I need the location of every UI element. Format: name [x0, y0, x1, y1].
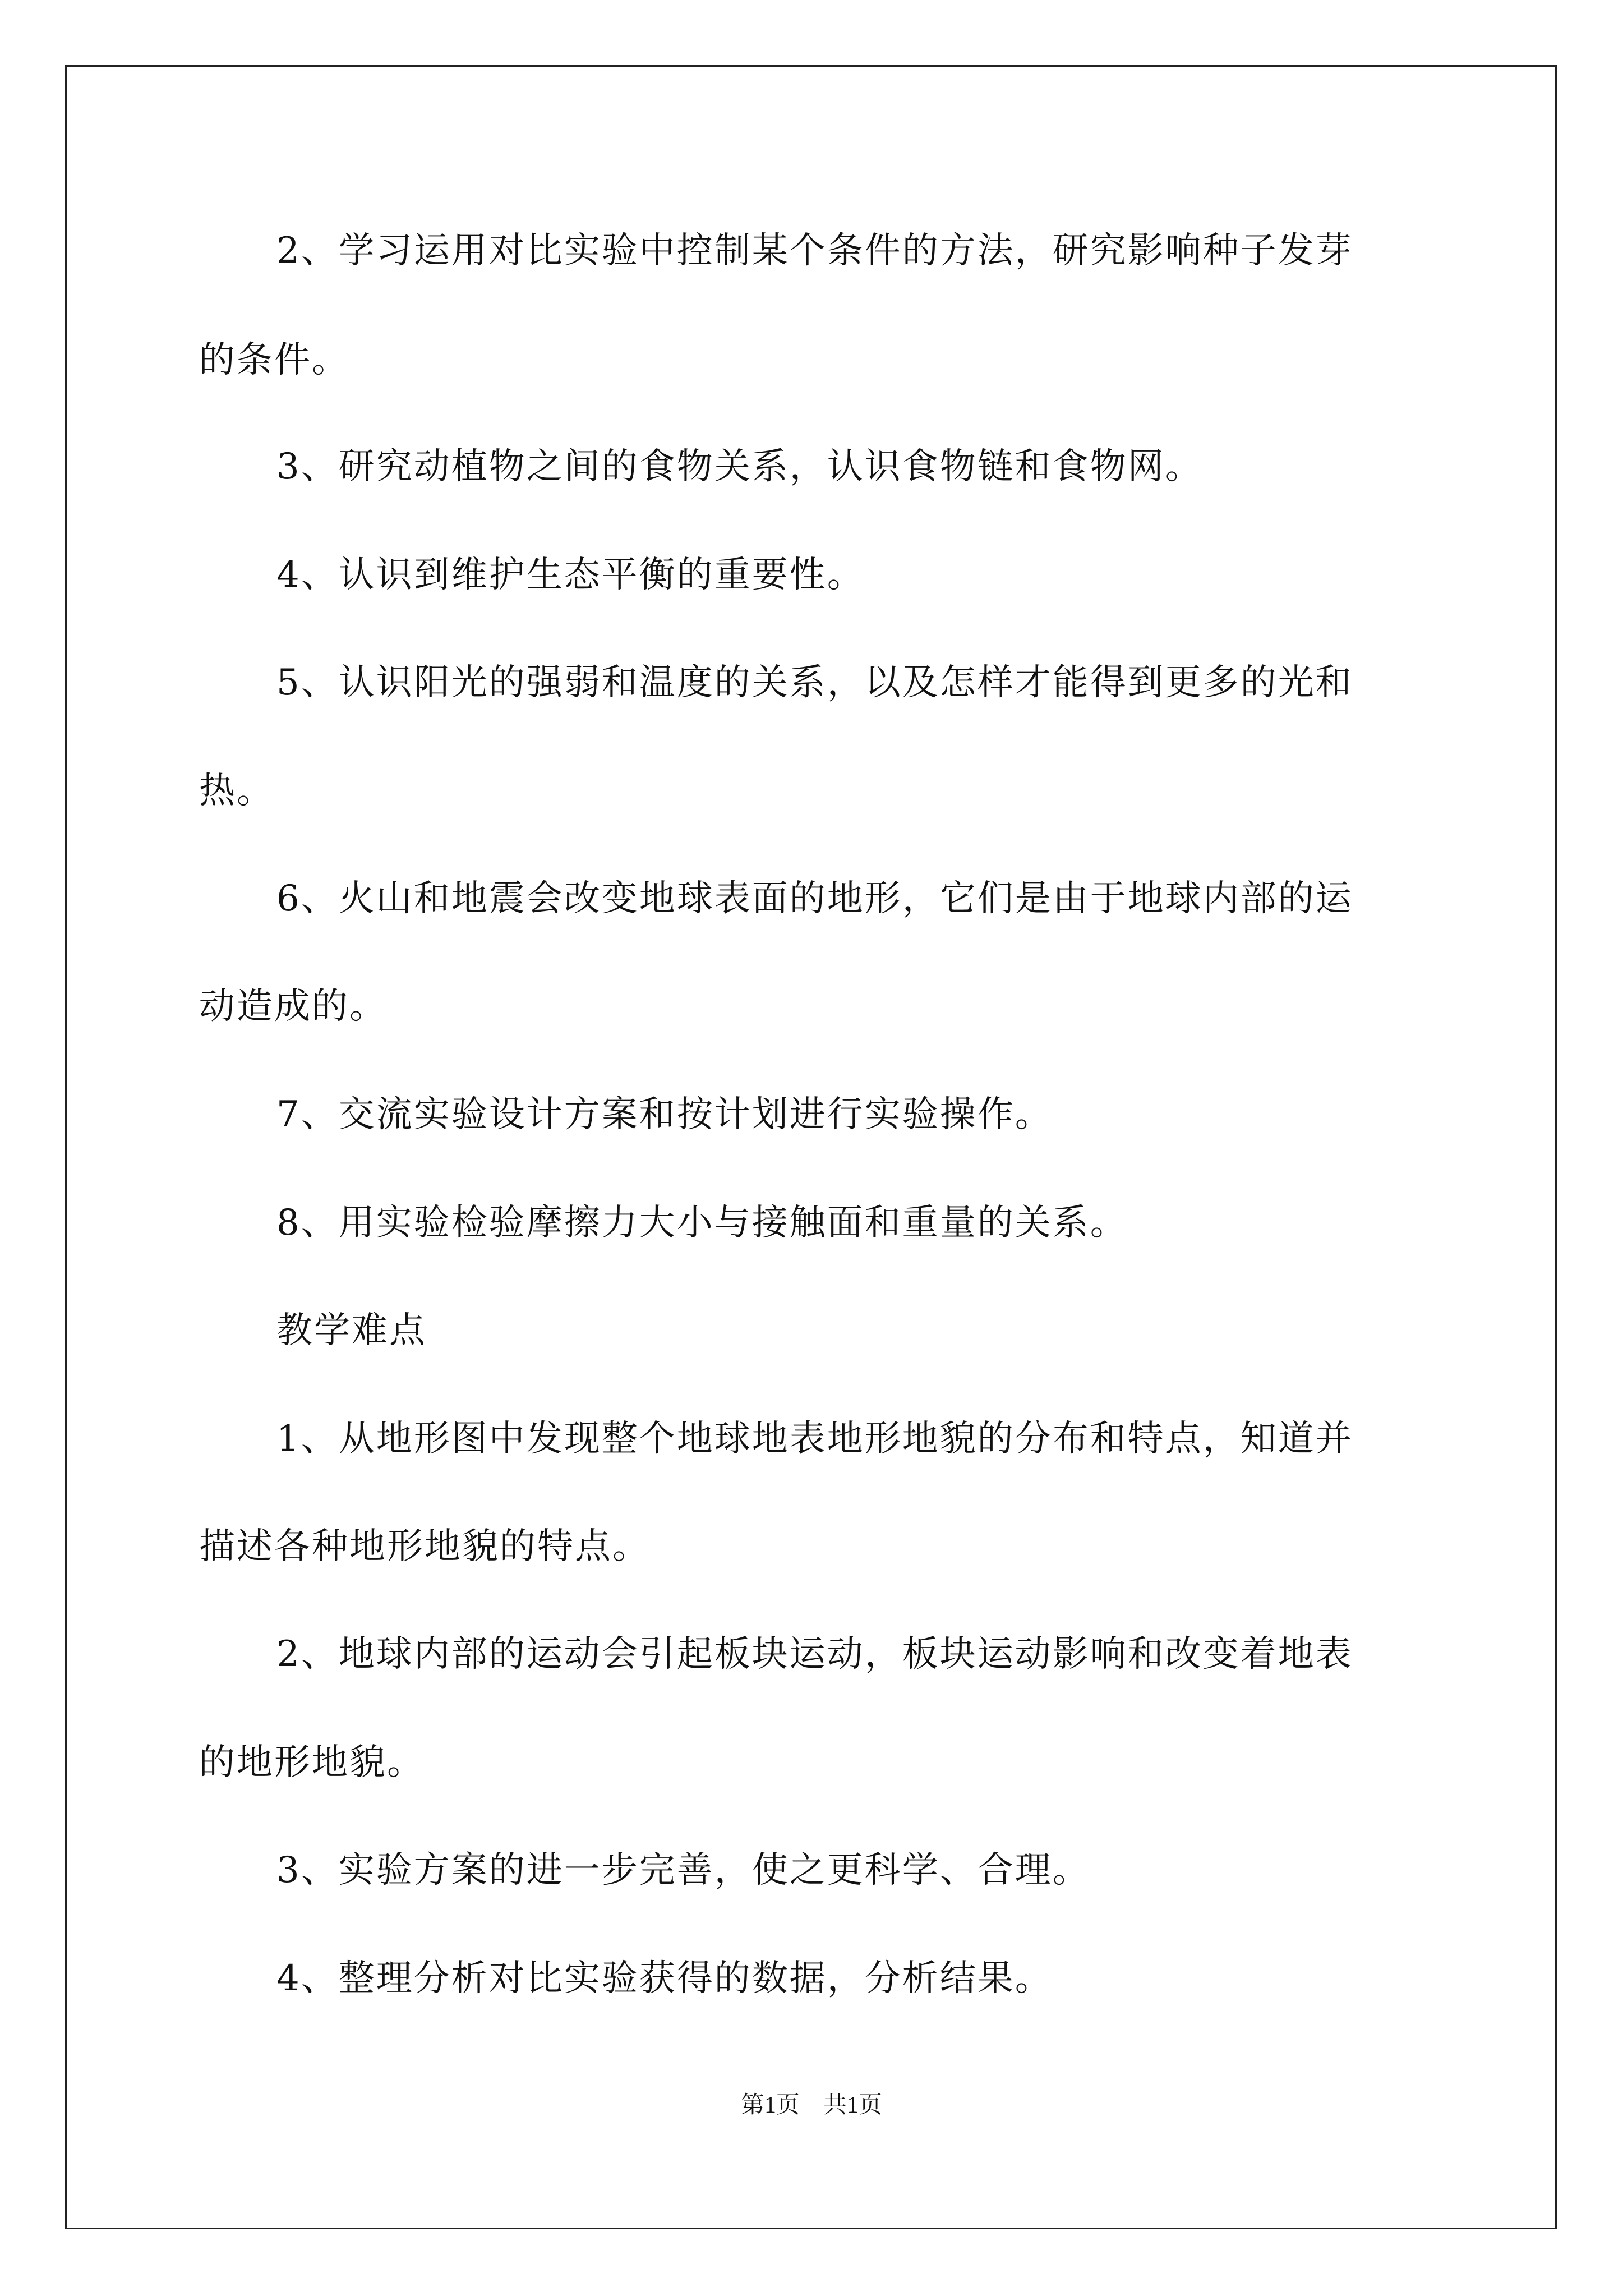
text-line: 7、交流实验设计方案和按计划进行实验操作。 [276, 1094, 1053, 1135]
page-number: 第1页 [740, 2092, 800, 2118]
text-line: 热。 [199, 770, 274, 812]
text-line: 4、整理分析对比实验获得的数据，分析结果。 [276, 1958, 1053, 1999]
text-line: 动造成的。 [199, 986, 387, 1027]
text-line: 描述各种地形地貌的特点。 [199, 1526, 650, 1567]
text-line: 6、火山和地震会改变地球表面的地形，它们是由于地球内部的运 [276, 878, 1353, 919]
text-line: 的地形地貌。 [199, 1742, 425, 1783]
text-line: 1、从地形图中发现整个地球地表地形地貌的分布和特点，知道并 [276, 1418, 1353, 1460]
text-line: 5、认识阳光的强弱和温度的关系，以及怎样才能得到更多的光和 [276, 662, 1353, 703]
page-total: 共1页 [823, 2092, 883, 2118]
text-line: 的条件。 [199, 339, 349, 381]
section-heading: 教学难点 [276, 1310, 427, 1351]
page-border [65, 65, 1557, 2229]
text-line: 2、地球内部的运动会引起板块运动，板块运动影响和改变着地表 [276, 1634, 1353, 1675]
text-line: 3、实验方案的进一步完善，使之更科学、合理。 [276, 1849, 1090, 1891]
page-footer [0, 2093, 1623, 2117]
text-line: 3、研究动植物之间的食物关系，认识食物链和食物网。 [276, 446, 1203, 487]
text-line: 2、学习运用对比实验中控制某个条件的方法，研究影响种子发芽 [276, 230, 1353, 272]
text-line: 8、用实验检验摩擦力大小与接触面和重量的关系。 [276, 1202, 1128, 1244]
text-line: 4、认识到维护生态平衡的重要性。 [276, 554, 865, 596]
